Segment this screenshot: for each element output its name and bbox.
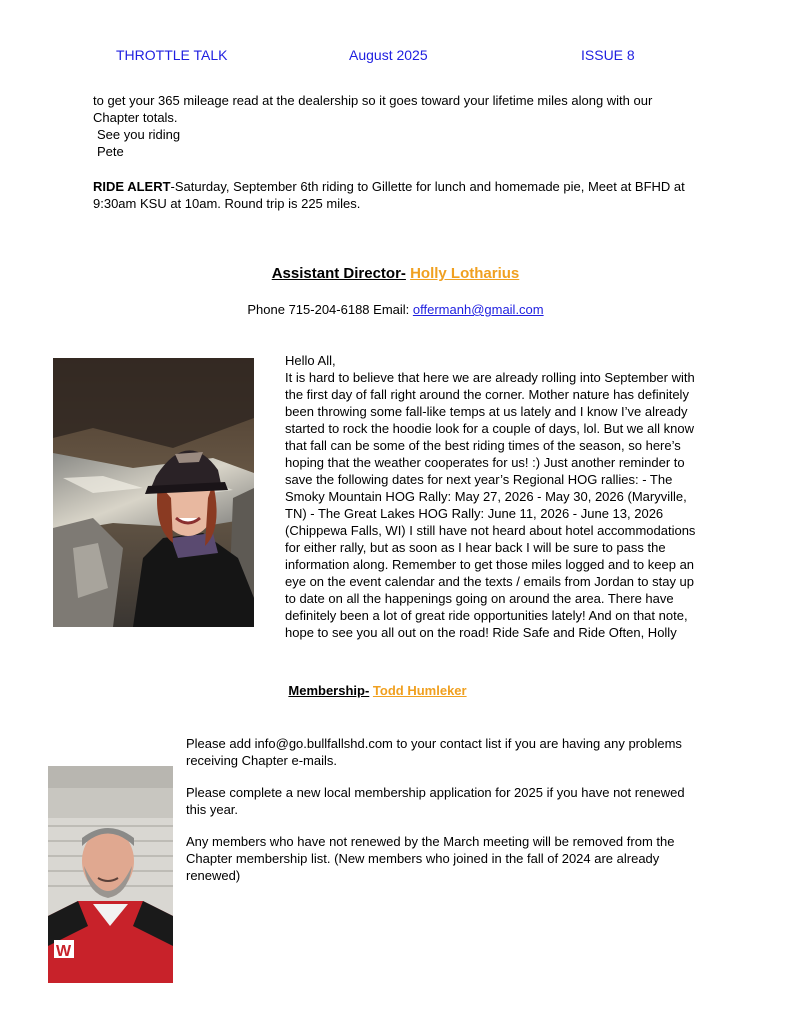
membership-line: Chapter membership list. (New members who joined in the fall of 2024 are already bbox=[186, 851, 660, 866]
ride-alert-label: RIDE ALERT bbox=[93, 179, 171, 194]
letter-line: It is hard to believe that here we are already rolling into September with bbox=[285, 370, 695, 385]
membership-line: Please complete a new local membership application for 2025 if you have not renewed bbox=[186, 785, 685, 800]
holly-photo bbox=[53, 358, 254, 627]
membership-line: receiving Chapter e-mails. bbox=[186, 753, 338, 768]
officer-name[interactable]: Todd Humleker bbox=[372, 683, 467, 698]
email-link[interactable]: offermanh@gmail.com bbox=[412, 302, 544, 317]
letter-line: to date on all the happenings going on around the area. There have bbox=[285, 591, 674, 606]
sign-off-line: See you riding bbox=[97, 127, 181, 142]
letter-line: hoping that the weather cooperates for us! :) Just another reminder to bbox=[285, 455, 685, 470]
letter-line: the first day of fall right around the corner. Mother nature has definitely bbox=[285, 387, 689, 402]
letter-line: TN) - The Great Lakes HOG Rally: June 11, 2026 - June 13, 2026 bbox=[285, 506, 664, 521]
intro-paragraph bbox=[93, 92, 713, 160]
membership-line: this year. bbox=[186, 802, 239, 817]
letter-line: hope to see you all out on the road! Ride Safe and Ride Often, Holly bbox=[285, 625, 677, 640]
todd-photo bbox=[48, 766, 173, 983]
membership-line: Any members who have not renewed by the March meeting will be removed from the bbox=[186, 834, 675, 849]
letter-line: that fall can be some of the best riding times of the season, so here’s bbox=[285, 438, 681, 453]
letter-line: eye on the event calendar and the texts / emails from Jordan to stay up bbox=[285, 574, 695, 589]
letter-line: started to rock the hoodie look for a couple of days, lol. But we all know bbox=[285, 421, 695, 436]
ride-alert-text: -Saturday, September 6th riding to Gillette for lunch and homemade pie, Meet at BFHD at bbox=[170, 179, 685, 194]
section-title: Membership- bbox=[288, 683, 370, 698]
membership-line: renewed) bbox=[186, 868, 241, 883]
membership-notes bbox=[186, 735, 726, 884]
issue-number: ISSUE 8 bbox=[581, 47, 635, 63]
assistant-director-letter bbox=[285, 352, 715, 641]
letter-line: save the following dates for next year’s Regional HOG rallies: - The bbox=[285, 472, 673, 487]
intro-line: Chapter totals. bbox=[93, 110, 178, 125]
membership-heading bbox=[0, 683, 773, 698]
officer-name[interactable]: Holly Lotharius bbox=[410, 265, 520, 282]
phone-text: Phone 715-204-6188 Email: bbox=[247, 302, 413, 317]
letter-line: information along. Remember to get those miles logged and to keep an bbox=[285, 557, 695, 572]
svg-text:W: W bbox=[56, 943, 72, 960]
issue-date: August 2025 bbox=[349, 47, 428, 63]
ride-alert bbox=[93, 178, 713, 212]
contact-line bbox=[0, 302, 791, 317]
letter-line: Hello All, bbox=[285, 353, 336, 368]
letter-line: (Chippewa Falls, WI) I still have not heard about hotel accommodations bbox=[285, 523, 696, 538]
membership-line: Please add info@go.bullfallshd.com to your contact list if you are having any problems bbox=[186, 736, 682, 751]
letter-line: Smoky Mountain HOG Rally: May 27, 2026 - May 30, 2026 (Maryville, bbox=[285, 489, 687, 504]
intro-line: to get your 365 mileage read at the dealership so it goes toward your lifetime miles along with our bbox=[93, 93, 653, 108]
signature-name: Pete bbox=[97, 144, 124, 159]
letter-line: definitely been a lot of great ride opportunities lately! And on that note, bbox=[285, 608, 688, 623]
section-title: Assistant Director- bbox=[271, 265, 406, 282]
ride-alert-text: 9:30am KSU at 10am. Round trip is 225 miles. bbox=[93, 196, 361, 211]
letter-line: been throwing some fall-like temps at us lately and I know I’ve already bbox=[285, 404, 688, 419]
letter-line: for either rally, but as soon as I hear back I will be sure to pass the bbox=[285, 540, 666, 555]
assistant-director-heading bbox=[0, 265, 791, 282]
newsletter-title: THROTTLE TALK bbox=[116, 47, 228, 63]
